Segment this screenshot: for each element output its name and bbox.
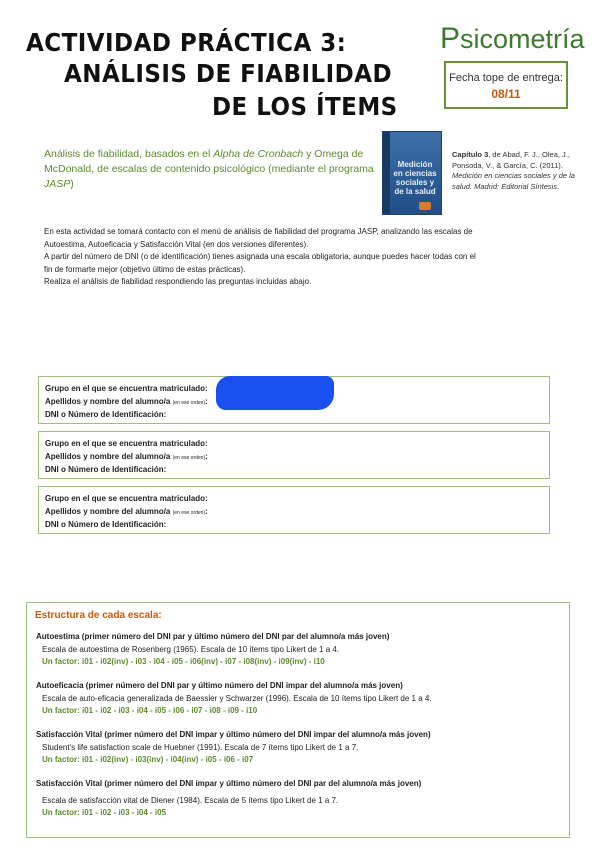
- structure-title: Estructura de cada escala:: [35, 610, 162, 621]
- student-form-2: [38, 431, 550, 479]
- title-line-3: DE LOS ÍTEMS: [212, 92, 398, 121]
- intro-text: [44, 147, 374, 192]
- scale-head: Autoeficacia (primer número del DNI par y último número del DNI impar del alumno/a más joven): [36, 681, 403, 690]
- scale-factor: Un factor: i01 - i02(inv) - i03 - i04 - i05 - i06(inv) - i07 - i08(inv) - i09(inv) - i10: [42, 657, 325, 666]
- name-colon: :: [205, 396, 208, 406]
- name-colon: :: [205, 506, 208, 516]
- name-hint: (en ese orden): [172, 399, 206, 406]
- deadline-box: [444, 61, 568, 109]
- name-label: Apellidos y nombre del alumno/a: [45, 396, 171, 406]
- reference-authors: , de Abad, F. J., Olea, J., Ponsoda, V., & García, C. (2011).: [452, 150, 570, 170]
- scale-desc: Student's life satisfaction scale de Huebner (1991). Escala de 7 ítems tipo Likert de 1 a 7.: [42, 742, 359, 752]
- name-colon: :: [205, 451, 208, 461]
- scale-desc: Escala de satisfacción vital de Diener (1984). Escala de 5 ítems tipo Likert de 1 a 7.: [42, 795, 339, 805]
- intro-part-1: Análisis de fiabilidad, basados en el: [44, 148, 214, 160]
- name-label: Apellidos y nombre del alumno/a: [45, 451, 171, 461]
- intro-alpha: Alpha de Cronbach: [213, 148, 304, 160]
- dni-label: DNI o Número de Identificación:: [45, 410, 167, 419]
- group-label: Grupo en el que se encuentra matriculado:: [45, 384, 208, 393]
- title-line-1: ACTIVIDAD PRÁCTICA 3:: [26, 28, 347, 57]
- scale-factor: Un factor: i01 - i02(inv) - i03(inv) - i04(inv) - i05 - i06 - i07: [42, 755, 254, 764]
- instructions: [44, 226, 554, 289]
- instruction-line: Realiza el análisis de fiabilidad respondiendo las preguntas incluidas abajo.: [44, 277, 312, 286]
- scale-factor: Un factor: i01 - i02 - i03 - i04 - i05: [42, 808, 167, 817]
- publisher-logo-icon: [419, 202, 431, 210]
- name-label-row: [45, 451, 549, 465]
- book-title: Medición en ciencias sociales y de la salud: [393, 160, 437, 196]
- scale-block-autoeficacia: [36, 680, 566, 718]
- scale-head: Satisfacción Vital (primer número del DNI impar y último número del DNI impar del alumno/a más joven): [36, 730, 431, 739]
- book-cover-image: [382, 131, 442, 215]
- name-label-row: [45, 506, 549, 520]
- deadline-date: 08/11: [491, 87, 521, 101]
- book-reference: [452, 150, 594, 192]
- scale-block-satisfaccion-diener: [36, 778, 566, 820]
- group-label: Grupo en el que se encuentra matriculado:: [45, 494, 208, 503]
- instruction-line: A partir del número de DNI (o de identificación) tienes asignada una escala obligatoria, aunque puedes hacer todas con el: [44, 252, 476, 261]
- dni-label: DNI o Número de Identificación:: [45, 520, 167, 529]
- scale-factor: Un factor: i01 - i02 - i03 - i04 - i05 - i06 - i07 - i08 - i09 - i10: [42, 706, 258, 715]
- name-hint: (en ese orden): [172, 509, 206, 516]
- intro-part-3: ): [70, 178, 74, 190]
- redaction-mark: [216, 376, 334, 410]
- instruction-line: fin de formarte mejor (objetivo último de estas prácticas).: [44, 264, 246, 274]
- scale-desc: Escala de autoestima de Rosenberg (1965). Escala de 10 ítems tipo Likert de 1 a 4.: [42, 644, 340, 654]
- scale-head: Satisfacción Vital (primer número del DNI impar y último número del DNI par del alumno/a más joven): [36, 779, 422, 788]
- scale-head: Autoestima (primer número del DNI par y último número del DNI par del alumno/a más joven): [36, 632, 390, 641]
- scale-block-satisfaccion-huebner: [36, 729, 566, 767]
- brand-initial: P: [440, 22, 461, 55]
- title-line-2: ANÁLISIS DE FIABILIDAD: [64, 59, 393, 88]
- reference-work: Medición en ciencias sociales y de la salud. Madrid: Editorial Síntesis: [452, 171, 575, 191]
- course-brand: [440, 22, 585, 56]
- group-label: Grupo en el que se encuentra matriculado:: [45, 439, 208, 448]
- name-hint: (en ese orden): [172, 454, 206, 461]
- intro-jasp: JASP: [44, 178, 71, 190]
- reference-chapter: Capítulo 3: [452, 150, 489, 159]
- student-form-3: [38, 486, 550, 534]
- name-label: Apellidos y nombre del alumno/a: [45, 506, 171, 516]
- intro-part-2: y Omega de McDonald, de escalas de contenido psicológico (mediante el programa: [44, 148, 374, 175]
- brand-rest: sicometría: [460, 24, 585, 54]
- scale-block-autoestima: [36, 631, 566, 669]
- reference-end: .: [557, 181, 560, 191]
- deadline-label: Fecha tope de entrega:: [449, 72, 563, 84]
- book-spine: [383, 132, 390, 214]
- instruction-line: En esta actividad se tomará contacto con el menú de análisis de fiabilidad del programa JASP, analizando las escalas de: [44, 227, 473, 236]
- scale-desc: Escala de auto-eficacia generalizada de Baessler y Schwarzer (1996). Escala de 10 ítems tipo Likert de 1 a 4.: [42, 693, 432, 703]
- instruction-line: Autoestima, Autoeficacia y Satisfacción Vital (en dos versiones diferentes).: [44, 239, 309, 249]
- dni-label: DNI o Número de Identificación:: [45, 465, 167, 474]
